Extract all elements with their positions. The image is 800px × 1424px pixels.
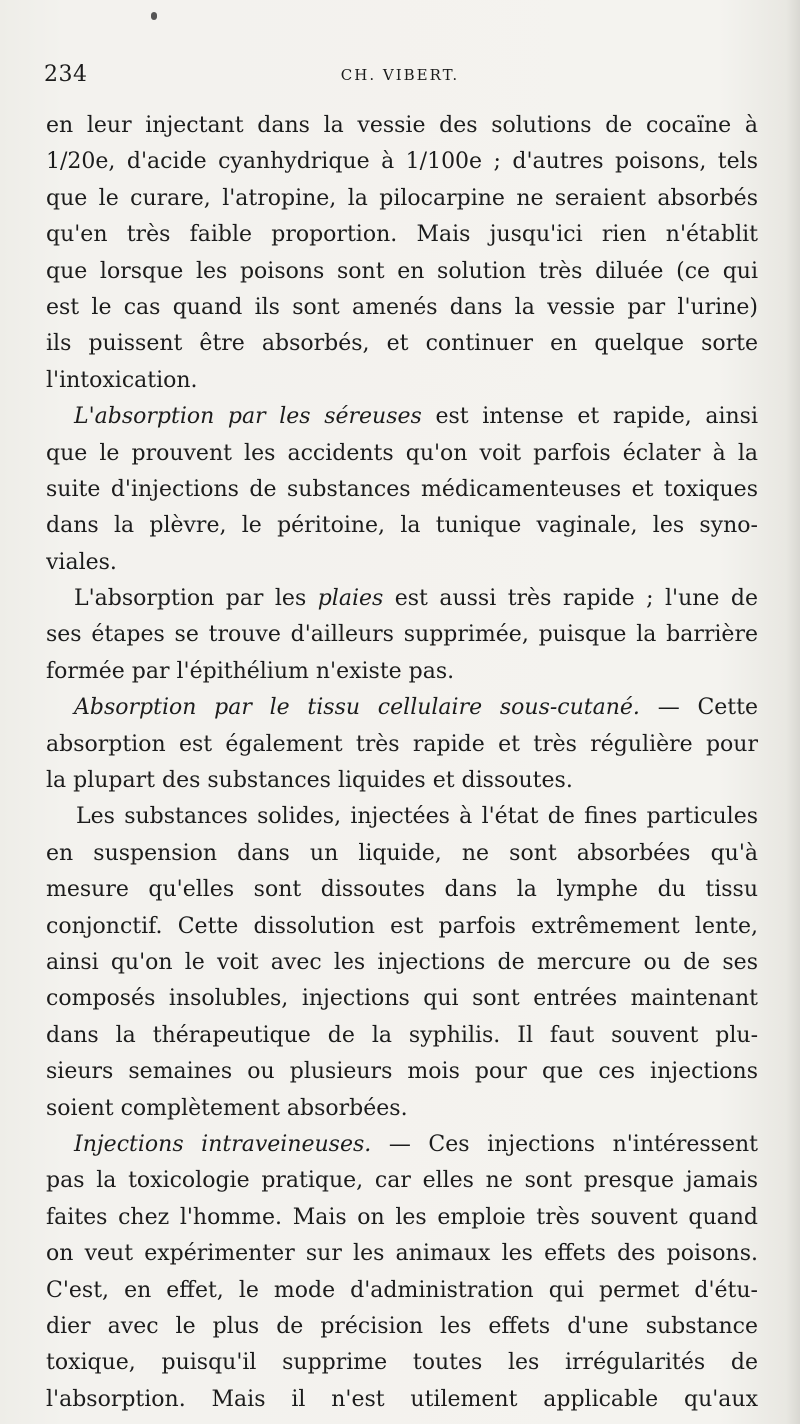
text-line: dans la thérapeutique de la syphilis. Il faut souvent plu- (46, 1022, 758, 1048)
text-line: que lorsque les poisons sont en solution très diluée (ce qui (46, 258, 758, 284)
text-run: — Cette (657, 695, 758, 721)
page-header (44, 62, 756, 92)
text-line: en leur injectant dans la vessie des solutions de cocaïne à (46, 113, 758, 138)
text-run: — Ces injections n'intéressent (388, 1131, 758, 1157)
text-line: ainsi qu'on le voit avec les injections de mercure ou de ses (46, 949, 758, 975)
text-line: suite d'injections de substances médicamenteuses et toxiques (46, 476, 758, 502)
text-line: en suspension dans un liquide, ne sont absorbées qu'à (46, 840, 758, 866)
text-line: absorption est également très rapide et très régulière pour (46, 731, 758, 757)
page-number: 234 (44, 62, 88, 87)
page-edge-shadow (786, 0, 800, 1424)
text-line: formée par l'épithélium n'existe pas. (46, 658, 455, 684)
text-line: toxique, puisqu'il supprime toutes les irrégularités de (46, 1350, 758, 1376)
text-line: composés insolubles, injections qui sont entrées maintenant (46, 986, 758, 1012)
italic-term: plaies (317, 586, 384, 612)
text-line: ils puissent être absorbés, et continuer en quelque sorte (46, 331, 758, 357)
italic-heading: Absorption par le tissu cellulaire sous-cutané. (74, 695, 640, 721)
body-text (46, 108, 758, 1418)
text-line: sieurs semaines ou plusieurs mois pour que ces injections (46, 1059, 758, 1085)
italic-heading: L'absorption par les séreuses (74, 404, 422, 430)
text-line: on veut expérimenter sur les animaux les effets des poisons. (46, 1241, 758, 1267)
ink-speck (151, 12, 157, 20)
text-line: que le prouvent les accidents qu'on voit parfois éclater à la (46, 440, 758, 466)
text-line: dier avec le plus de précision les effets d'une substance (46, 1313, 758, 1339)
text-line: est le cas quand ils sont amenés dans la vessie par l'urine) (46, 294, 758, 320)
text-line: l'absorption. Mais il n'est utilement applicable qu'aux (46, 1386, 758, 1412)
text-line: qu'en très faible proportion. Mais jusqu'ici rien n'établit (46, 222, 758, 248)
paragraph-subcutaneous (46, 690, 758, 726)
text-line: l'intoxication. (46, 367, 198, 393)
running-head: CH. VIBERT. (340, 66, 460, 84)
text-line: que le curare, l'atropine, la pilocarpine ne seraient absorbés (46, 185, 758, 211)
italic-heading: Injections intraveineuses. (74, 1131, 372, 1157)
text-run: est aussi très rapide ; l'une de (394, 586, 758, 612)
paragraph-intravenous (46, 1127, 758, 1163)
text-line: ses étapes se trouve d'ailleurs supprimée, puisque la barrière (46, 622, 758, 648)
text-line: viales. (46, 549, 117, 575)
text-line: mesure qu'elles sont dissoutes dans la lymphe du tissu (46, 877, 758, 903)
text-line: Les substances solides, injectées à l'état de fines particules (76, 804, 758, 830)
text-line: dans la plèvre, le péritoine, la tunique vaginale, les syno- (46, 513, 758, 539)
text-line: la plupart des substances liquides et dissoutes. (46, 768, 573, 794)
text-run: L'absorption par les (74, 586, 307, 612)
text-line: 1/20e, d'acide cyanhydrique à 1/100e ; d'autres poisons, tels (46, 149, 758, 175)
text-run: est intense et rapide, ainsi (435, 404, 758, 430)
text-line: pas la toxicologie pratique, car elles ne sont presque jamais (46, 1168, 758, 1194)
text-line: conjonctif. Cette dissolution est parfois extrêmement lente, (46, 913, 758, 939)
text-line: faites chez l'homme. Mais on les emploie très souvent quand (46, 1204, 758, 1230)
text-line: C'est, en effet, le mode d'administration qui permet d'étu- (46, 1277, 758, 1303)
paragraph-wounds (46, 581, 758, 617)
paragraph-serous (46, 399, 758, 435)
text-line: soient complètement absorbées. (46, 1095, 408, 1121)
